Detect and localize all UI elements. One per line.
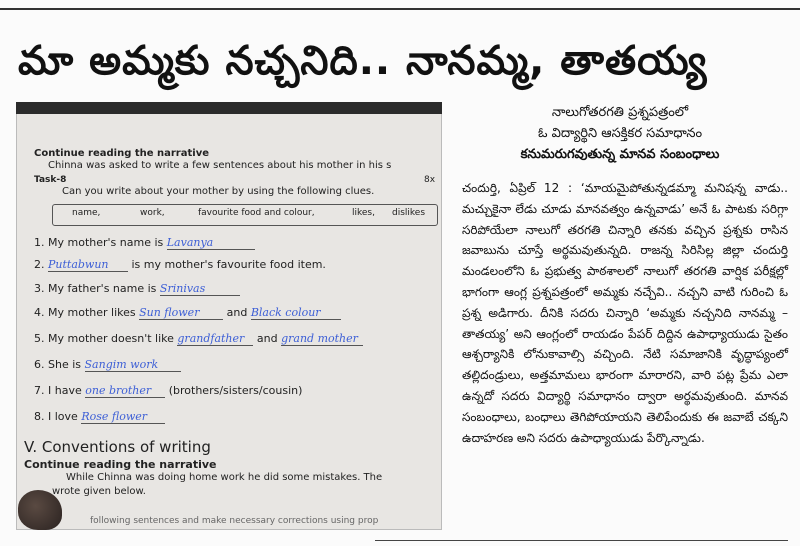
handwritten-answer: Lavanya (167, 236, 255, 250)
handwritten-answer: Rose flower (81, 410, 165, 424)
article-body: చందుర్తి, ఏప్రిల్‌ 12 : ‘మాయమైపోతున్నడమ్మా మనిషన్న వాడు.. మచ్చుకైనా లేడు చూడు మానవత్వం ఉన్నవాడు’ అనే ఓ పాటకు సరిగ్గా సరిపోయేలా నాలుగో తరగతి చిన్నారి తనకు వచ్చిన ప్రశ్నకు రాసిన జవాబును చూస్తే అర్థమవుతున్నది. రాజన్న సిరిసిల్ల జిల్లా చందుర్తి మండలంలోని ఓ ప్రభుత్వ పాఠశాలలో నాలుగో తరగతి వార్షిక పరీక్షల్లో భాగంగా ఆంగ్ల ప్రశ్నపత్రంలో అమ్మకు నచ్చేవి.. నచ్చని వాటి గురించి ఓ ప్రశ్న అడిగారు. దీనికి సదరు చిన్నారి ‘అమ్మకు నచ్చనిది నానమ్మ – తాతయ్య’ అని ఆంగ్లంలో రాయడం పేపర్‌ దిద్దిన ఉపాధ్యాయుడు సైతం ఆశ్చర్యానికి లోనుకావాల్సి వచ్చింది. నేటి సమాజానికి వృద్ధాప్యంలో తల్లిదండ్రులు, అత్తమామలు భారంగా మారారని, వారి పట్ల ప్రేమ ఎలా ఉన్నదో సదరు విద్యార్థి సమాధానం ద్వారా అర్థమవుతుంది. మానవ సంబంధాలు, బంధాలు తెగిపోయాయని తెలిపేందుకు ఈ జవాబే చక్కని ఉదాహరణ అని సదరు ఉపాధ్యాయుడు పేర్కొన్నాడు. (462, 181, 788, 445)
handwritten-answer: Sun flower (139, 306, 223, 320)
line-prompt: My father's name is (48, 282, 157, 295)
headline: మా అమ్మకు నచ్చనిది.. నానమ్మ, తాతయ్య (18, 38, 708, 84)
photo-top-shadow (16, 102, 442, 114)
top-rule (0, 8, 800, 10)
line-number: 7. (34, 384, 45, 397)
answer-line (34, 332, 363, 346)
worksheet-intro: Chinna was asked to write a few sentences about his mother in his s (48, 160, 392, 171)
handwritten-answer: grandfather (177, 332, 253, 346)
answer-line (34, 236, 255, 250)
worksheet-heading: Continue reading the narrative (34, 148, 209, 159)
thumb (18, 490, 62, 530)
answer-line (34, 306, 341, 320)
line-prompt: is my mother's favourite food item. (131, 258, 326, 271)
line-prompt: My mother's name is (48, 236, 164, 249)
worksheet-paragraph-2: wrote given below. (52, 486, 146, 497)
line-number: 5. (34, 332, 45, 345)
line-number: 6. (34, 358, 45, 371)
handwritten-answer-2: Black colour (251, 306, 341, 320)
worksheet-paragraph: While Chinna was doing home work he did some mistakes. The (66, 472, 383, 483)
line-number: 8. (34, 410, 45, 423)
line-prompt: My mother doesn't like (48, 332, 174, 345)
worksheet-heading-2: Continue reading the narrative (24, 458, 217, 471)
line-prompt: She is (48, 358, 82, 371)
line-prompt: I love (48, 410, 78, 423)
worksheet-question: Can you write about your mother by using the following clues. (62, 186, 375, 197)
section-heading: V. Conventions of writing (24, 438, 211, 456)
line-suffix: (brothers/sisters/cousin) (168, 384, 303, 397)
subheads (452, 102, 788, 165)
answer-line (34, 258, 326, 272)
subhead-1: నాలుగోతరగతి ప్రశ్నపత్రంలో (551, 105, 689, 120)
subhead-3: కనుమరుగవుతున్న మానవ సంబంధాలు (520, 147, 720, 162)
answer-line (34, 282, 240, 296)
clue-dislikes: dislikes (392, 208, 426, 218)
answer-line (34, 358, 181, 372)
clue-name: name, (72, 208, 101, 218)
worksheet-task: Task-8 (34, 175, 67, 185)
line-prompt: My mother likes (48, 306, 136, 319)
line-number: 1. (34, 236, 45, 249)
clue-work: work, (140, 208, 165, 218)
line-connector: and (256, 332, 278, 345)
line-prompt: I have (48, 384, 82, 397)
line-number: 3. (34, 282, 45, 295)
line-number: 2. (34, 258, 45, 271)
handwritten-answer: Puttabwun (48, 258, 128, 272)
subhead-2: ఓ విద్యార్థిని ఆసక్తికర సమాధానం (537, 126, 703, 141)
line-connector: and (226, 306, 248, 319)
clue-likes: likes, (352, 208, 375, 218)
handwritten-answer: Srinivas (160, 282, 240, 296)
worksheet-cutoff-text: following sentences and make necessary corrections using prop (90, 516, 379, 526)
handwritten-answer-2: grand mother (281, 332, 363, 346)
handwritten-answer: Sangim work (85, 358, 181, 372)
bottom-rule (375, 540, 788, 541)
answer-line (34, 384, 302, 398)
line-number: 4. (34, 306, 45, 319)
answer-line (34, 410, 165, 424)
worksheet-task-right: 8x (424, 175, 436, 185)
clue-food: favourite food and colour, (198, 208, 315, 218)
handwritten-answer: one brother (85, 384, 165, 398)
